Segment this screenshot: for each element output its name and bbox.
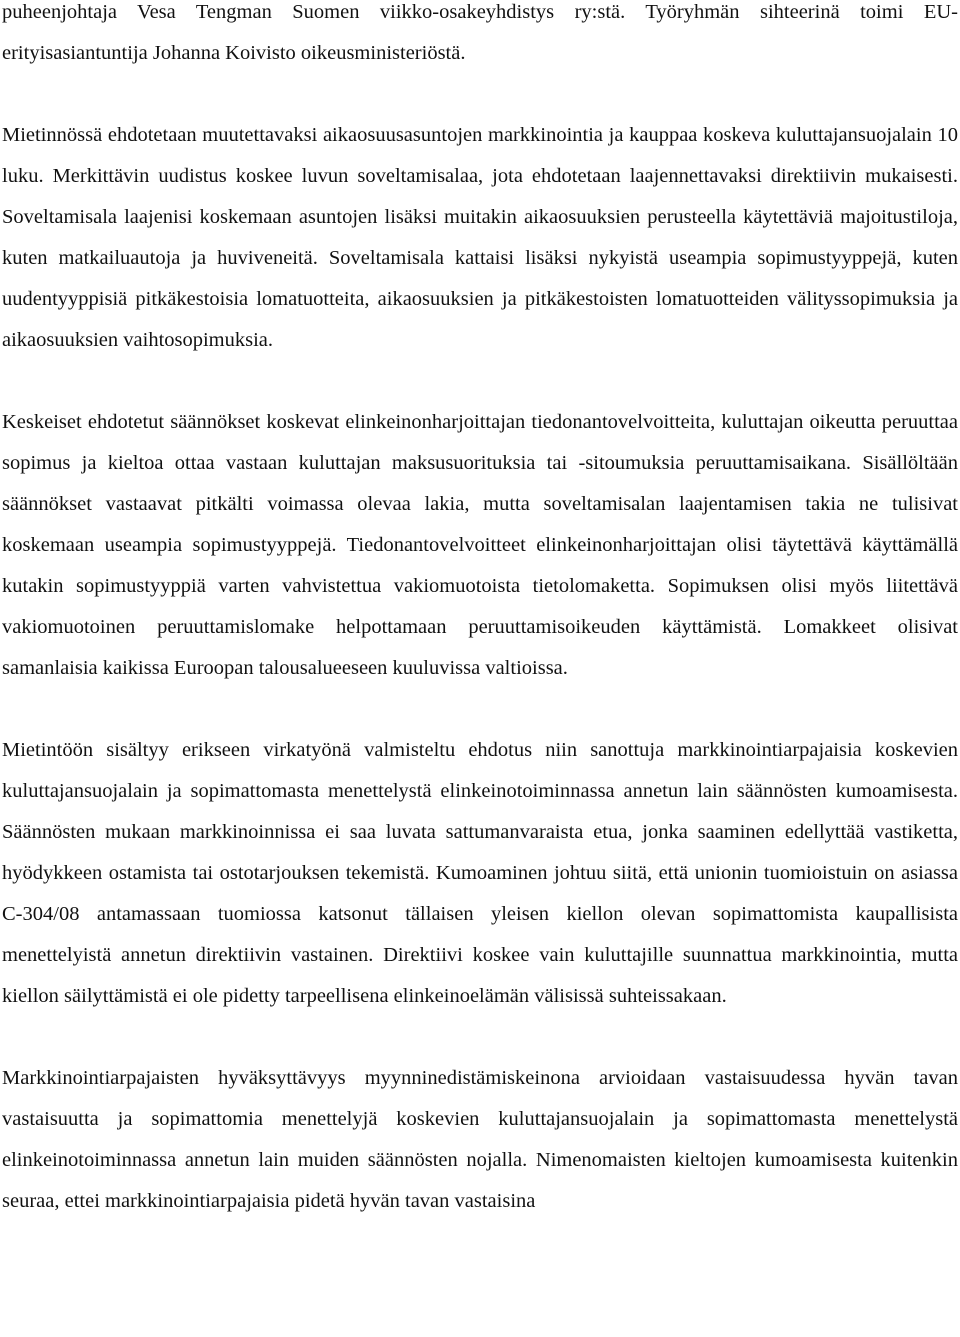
paragraph-key-provisions: Keskeiset ehdotetut säännökset koskevat elinkeinonharjoittajan tiedonantovelvoitteita, kuluttajan oikeutta peruuttaa sopimus ja kieltoa ottaa vastaan kuluttajan maksusuorituksia tai -sitoumuksia peruuttamisaikana. Sisällöltään säännökset vastaavat pitkälti voimassa olevaa lakia, mutta soveltamisalan laajentamisen takia ne tulisivat koskemaan useampia sopimustyyppejä. Tiedonantovelvoitteet elinkeinonharjoittajan olisi täytettävä käyttämällä kutakin sopimustyyppiä varten vahvistettua vakiomuotoista tietolomaketta. Sopimuksen olisi myös liitettävä vakiomuotoinen peruuttamislomake helpottamaan peruuttamisoikeuden käyttämistä. Lomakkeet olisivat samanlaisia kaikissa Euroopan talousalueeseen kuuluvissa valtioissa. [2,411,958,679]
paragraph-lottery-acceptability: Markkinointiarpajaisten hyväksyttävyys myynninedistämiskeinona arvioidaan vastaisuudessa hyvän tavan vastaisuutta ja sopimattomia menettelyjä koskevien kuluttajansuojalain ja sopimattomasta menettelystä elinkeinotoiminnassa annetun lain muiden säännösten nojalla. Nimenomaisten kieltojen kumoamisesta kuitenkin seuraa, ettei markkinointiarpajaisia pidetä hyvän tavan vastaisina [2,1067,958,1212]
paragraph-timeshare-proposal: Mietinnössä ehdotetaan muutettavaksi aikaosuusasuntojen markkinointia ja kauppaa koskeva kuluttajansuojalain 10 luku. Merkittävin uudistus koskee luvun soveltamisalaa, jota ehdotetaan laajennettavaksi direktiivin mukaisesti. Soveltamisala laajenisi koskemaan asuntojen lisäksi muitakin aikaosuuksien perusteella käytettäviä majoitustiloja, kuten matkailuautoja ja huviveneitä. Soveltamisala kattaisi lisäksi nykyistä useampia sopimustyyppejä, kuten uudentyyppisiä pitkäkestoisia lomatuotteita, aikaosuuksien ja pitkäkestoisten lomatuotteiden välityssopimuksia ja aikaosuuksien vaihtosopimuksia. [2,124,958,351]
paragraph-marketing-lotteries: Mietintöön sisältyy erikseen virkatyönä valmisteltu ehdotus niin sanottuja markkinointiarpajaisia koskevien kuluttajansuojalain ja sopimattomasta menettelystä elinkeinotoiminnassa annetun lain säännösten kumoamisesta. Säännösten mukaan markkinoinnissa ei saa luvata sattumanvaraista etua, jonka saaminen edellyttää vastiketta, hyödykkeen ostamista tai ostotarjouksen tekemistä. Kumoaminen johtuu siitä, että unionin tuomioistuin on asiassa C-304/08 antamassaan tuomiossa katsonut tällaisen yleisen kiellon olevan sopimattomista kaupallisista menettelyistä annetun direktiivin vastainen. Direktiivi koskee vain kuluttajille suunnattua markkinointia, mutta kiellon säilyttämistä ei ole pidetty tarpeellisena elinkeinoelämän välisissä suhteissakaan. [2,739,958,1007]
paragraph-working-group: puheenjohtaja Vesa Tengman Suomen viikko-osakeyhdistys ry:stä. Työryhmän sihteerinä toimi EU-erityisasiantuntija Johanna Koivisto oikeusministeriöstä. [2,1,958,64]
document-body [2,0,958,1263]
